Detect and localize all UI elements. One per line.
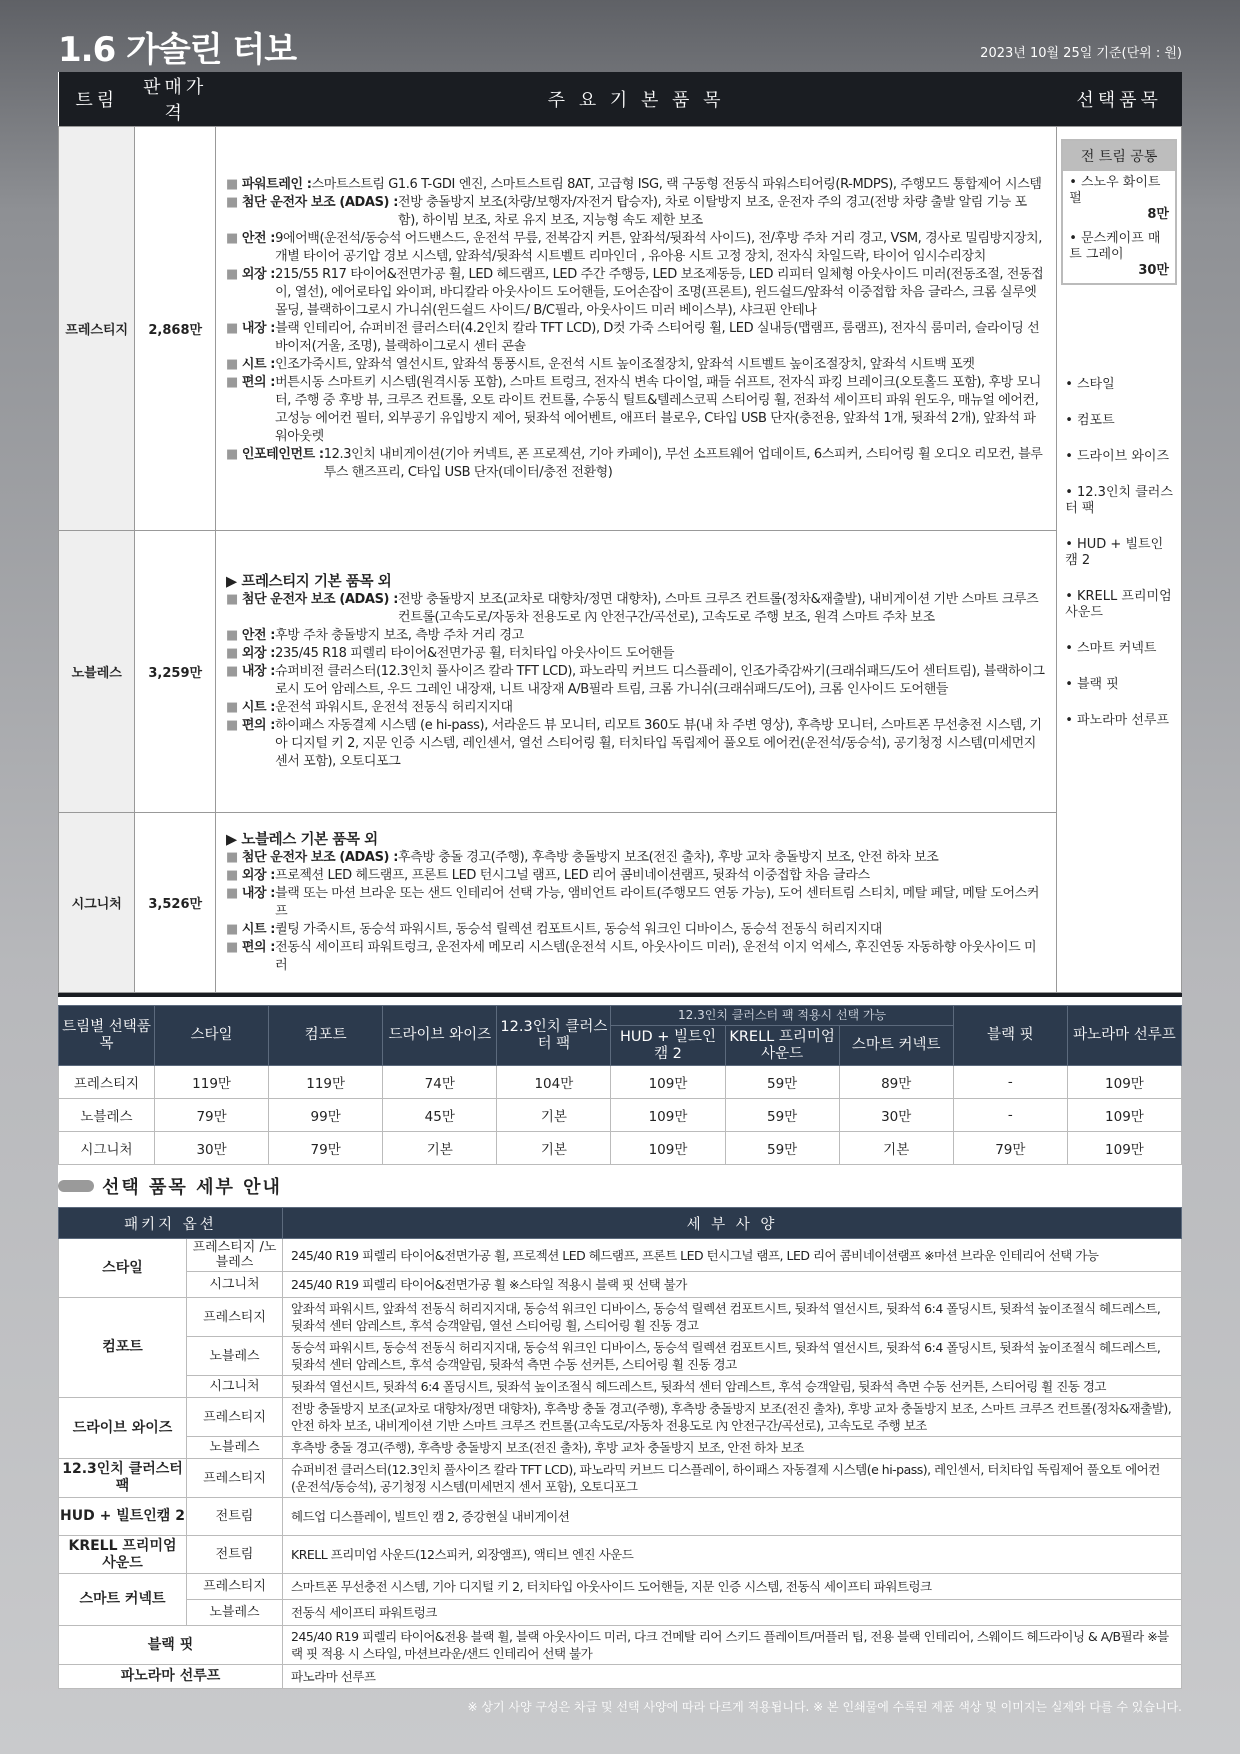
option-item: • 스마트 커넥트 bbox=[1065, 641, 1157, 656]
feature-text: 프로젝션 LED 헤드램프, 프론트 LED 턴시그널 램프, LED 리어 콤비네이션램프, 뒷좌석 이중접합 차음 글라스 bbox=[275, 867, 870, 883]
feature-label: ■ 외장 : bbox=[226, 266, 275, 320]
option-list bbox=[1061, 377, 1177, 729]
feature-label: ■ 시트 : bbox=[226, 699, 275, 717]
price-col: 스마트 커넥트 bbox=[839, 1026, 953, 1066]
price-cell: 109만 bbox=[611, 1099, 725, 1132]
package-desc: KRELL 프리미엄 사운드(12스피커, 외장앰프), 액티브 엔진 사운드 bbox=[283, 1536, 1182, 1574]
color-name: • 스노우 화이트 펄 bbox=[1069, 175, 1161, 206]
price-cell: 89만 bbox=[839, 1066, 953, 1099]
option-item: • 컴포트 bbox=[1065, 413, 1115, 428]
package-desc: 245/40 R19 피렐리 타이어&전면가공 휠, 프로젝션 LED 헤드램프, 프론트 LED 턴시그널 램프, LED 리어 콤비네이션램프 ※마션 브라운 인테리어 선택 가능 bbox=[283, 1239, 1182, 1272]
package-name: 스타일 bbox=[59, 1239, 187, 1298]
feature-text: 하이패스 자동결제 시스템 (e hi-pass), 서라운드 뷰 모니터, 리모트 360도 뷰(내 차 주변 영상), 후측방 모니터, 스마트폰 무선충전 시스템, 기아 디지털 키 2, 지문 인증 시스템, 레인센서, 열선 스티어링 휠, 터치타입 독립제어 풀오토 에어컨(운전석/동승석), 공기청정 시스템(미세먼지 센서 포함), 오토디포그 bbox=[275, 717, 1042, 769]
table-row bbox=[59, 1099, 1182, 1132]
price-cell: 74만 bbox=[383, 1066, 497, 1099]
table-row bbox=[59, 1600, 1182, 1626]
feature-text: 235/45 R18 피렐리 타이어&전면가공 휠, 터치타입 아웃사이드 도어핸들 bbox=[275, 645, 675, 661]
package-trim: 시그니처 bbox=[187, 1272, 283, 1298]
feature-text: 12.3인치 내비게이션(기아 커넥트, 폰 프로젝션, 기아 카페이), 무선 소프트웨어 업데이트, 6스피커, 스티어링 휠 오디오 리모컨, 블루투스 핸즈프리, C타입 USB 단자(데이터/충전 전환형) bbox=[323, 446, 1043, 480]
feature-row bbox=[226, 374, 1046, 446]
table-row bbox=[59, 1272, 1182, 1298]
feature-label: ■ 시트 : bbox=[226, 356, 275, 374]
price-col: 스타일 bbox=[155, 1006, 269, 1066]
detail-section-title bbox=[58, 1165, 1182, 1207]
feature-label: ■ 편의 : bbox=[226, 717, 275, 771]
package-desc: 245/40 R19 피렐리 타이어&전면가공 휠 ※스타일 적용시 블랙 핏 선택 불가 bbox=[283, 1272, 1182, 1298]
package-trim: 시그니처 bbox=[187, 1376, 283, 1398]
price-cell: 45만 bbox=[383, 1099, 497, 1132]
feature-label: ■ 외장 : bbox=[226, 645, 275, 663]
price-cell: 기본 bbox=[383, 1132, 497, 1165]
package-name: 블랙 핏 bbox=[59, 1626, 283, 1665]
option-item: • HUD + 빌트인 캠 2 bbox=[1065, 537, 1164, 568]
price-cell: 기본 bbox=[497, 1132, 611, 1165]
feature-label: ■ 인포테인먼트 : bbox=[226, 446, 324, 482]
feature-text: 운전석 파워시트, 운전석 전동식 허리지지대 bbox=[275, 699, 513, 715]
package-desc: 뒷좌석 열선시트, 뒷좌석 6:4 폴딩시트, 뒷좌석 높이조절식 헤드레스트, 뒷좌석 센터 암레스트, 후석 승객알림, 뒷좌석 측면 수동 선커튼, 스티어링 휠 진동 경고 bbox=[283, 1376, 1182, 1398]
package-trim: 노블레스 bbox=[187, 1337, 283, 1376]
trim-features bbox=[215, 531, 1056, 813]
price-col: 블랙 핏 bbox=[953, 1006, 1067, 1066]
table-row bbox=[59, 1437, 1182, 1459]
trim-table bbox=[58, 72, 1182, 993]
feature-text: 블랙 인테리어, 슈퍼비전 클러스터(4.2인치 칼라 TFT LCD), D컷 가죽 스티어링 휠, LED 실내등(맵램프, 룸램프), 전자식 룸미러, 슬라이딩 선바이저(거울, 조명), 블랙하이그로시 센터 콘솔 bbox=[275, 320, 1040, 354]
package-name: 드라이브 와이즈 bbox=[59, 1398, 187, 1459]
feature-row bbox=[226, 849, 1046, 867]
feature-text: 퀼팅 가죽시트, 동승석 파워시트, 동승석 릴렉션 컴포트시트, 동승석 워크인 디바이스, 동승석 전동식 허리지지대 bbox=[275, 921, 882, 937]
package-desc: 헤드업 디스플레이, 빌트인 캠 2, 증강현실 내비게이션 bbox=[283, 1498, 1182, 1536]
feature-text: 스마트스트림 G1.6 T-GDI 엔진, 스마트스트림 8AT, 고급형 ISG, 랙 구동형 전동식 파워스티어링(R-MDPS), 주행모드 통합제어 시스템 bbox=[311, 176, 1042, 192]
col-options: 선택품목 bbox=[1057, 72, 1182, 127]
package-desc: 슈퍼비전 클러스터(12.3인치 풀사이즈 칼라 TFT LCD), 파노라믹 커브드 디스플레이, 하이패스 자동결제 시스템(e hi-pass), 레인센서, 터치타입 독립제어 풀오토 에어컨(운전석/동승석), 공기청정 시스템(미세먼지 센서 포함), 오토디포그 bbox=[283, 1459, 1182, 1498]
price-cell: 109만 bbox=[1067, 1099, 1181, 1132]
feature-row bbox=[226, 645, 1046, 663]
price-cell: 기본 bbox=[497, 1099, 611, 1132]
package-desc: 파노라마 선루프 bbox=[283, 1665, 1182, 1689]
price-cell: 기본 bbox=[839, 1132, 953, 1165]
feature-row bbox=[226, 266, 1046, 320]
price-cell: 79만 bbox=[953, 1132, 1067, 1165]
package-name: 스마트 커넥트 bbox=[59, 1574, 187, 1626]
color-price: 8만 bbox=[1147, 207, 1169, 222]
package-desc: 전방 충돌방지 보조(교차로 대향차/정면 대향차), 후측방 충돌 경고(주행), 후측방 충돌방지 보조(전진 출차), 후방 교차 충돌방지 보조, 스마트 크루즈 컨트롤(정차&재출발), 안전 하차 보조, 내비게이션 기반 스마트 크루즈 컨트롤(고속도로/자동차 전용도로 內 안전구간/곡선로), 고속도로 주행 보조 bbox=[283, 1398, 1182, 1437]
price-row-trim: 시그니처 bbox=[59, 1132, 155, 1165]
package-trim: 프레스티지 bbox=[187, 1298, 283, 1337]
table-row bbox=[59, 1574, 1182, 1600]
price-date: 2023년 10월 25일 기준(단위 : 원) bbox=[980, 46, 1182, 61]
table-row bbox=[59, 1498, 1182, 1536]
trim-features bbox=[215, 127, 1056, 531]
feature-text: 슈퍼비전 클러스터(12.3인치 풀사이즈 칼라 TFT LCD), 파노라믹 커브드 디스플레이, 인조가죽감싸기(크래쉬패드/도어 센터트림), 블랙하이그로시 도어 암레스트, 우드 그레인 내장재, 니트 내장재 A/B필라 트림, 크롬 가니쉬(크래쉬패드/도어), 크롬 인사이드 도어핸들 bbox=[275, 663, 1045, 697]
option-item: • 블랙 핏 bbox=[1065, 677, 1119, 692]
feature-label: ■ 파워트레인 : bbox=[226, 176, 312, 194]
package-name: 12.3인치 클러스터 팩 bbox=[59, 1459, 187, 1498]
group-header: 12.3인치 클러스터 팩 적용시 선택 가능 bbox=[611, 1006, 953, 1026]
price-cell: - bbox=[953, 1066, 1067, 1099]
price-cell: 30만 bbox=[155, 1132, 269, 1165]
feature-row bbox=[226, 717, 1046, 771]
price-cell: 59만 bbox=[725, 1099, 839, 1132]
feature-text: 후측방 충돌 경고(주행), 후측방 충돌방지 보조(전진 출차), 후방 교차 충돌방지 보조, 안전 하차 보조 bbox=[398, 849, 939, 865]
price-cell: 30만 bbox=[839, 1099, 953, 1132]
trim-price: 2,868만 bbox=[135, 127, 216, 531]
feature-row bbox=[226, 699, 1046, 717]
feature-label: ■ 내장 : bbox=[226, 663, 275, 699]
features-head: ▶ 노블레스 기본 품목 외 bbox=[225, 831, 378, 848]
price-cell: 59만 bbox=[725, 1132, 839, 1165]
package-desc: 동승석 파워시트, 동승석 전동식 허리지지대, 동승석 워크인 디바이스, 동승석 릴렉션 컴포트시트, 뒷좌석 열선시트, 뒷좌석 6:4 폴딩시트, 뒷좌석 높이조절식 헤드레스트, 뒷좌석 센터 암레스트, 후석 승객알림, 뒷좌석 측면 수동 선커튼, 스티어링 휠 진동 경고 bbox=[283, 1337, 1182, 1376]
feature-label: ■ 편의 : bbox=[226, 374, 275, 446]
color-option bbox=[1063, 227, 1175, 283]
package-name: 파노라마 선루프 bbox=[59, 1665, 283, 1689]
price-col: HUD + 빌트인 캠 2 bbox=[611, 1026, 725, 1066]
price-cell: 79만 bbox=[269, 1132, 383, 1165]
price-cell: 109만 bbox=[611, 1066, 725, 1099]
price-col: 드라이브 와이즈 bbox=[383, 1006, 497, 1066]
feature-label: ■ 내장 : bbox=[226, 320, 275, 356]
divider bbox=[58, 993, 1182, 997]
price-col: 컴포트 bbox=[269, 1006, 383, 1066]
feature-row bbox=[226, 194, 1046, 230]
table-row bbox=[59, 1665, 1182, 1689]
feature-text: 블랙 또는 마션 브라운 또는 샌드 인테리어 선택 가능, 앰비언트 라이트(주행모드 연동 가능), 도어 센터트림 스티치, 메탈 페달, 메탈 도어스커프 bbox=[275, 885, 1039, 919]
price-cell: - bbox=[953, 1099, 1067, 1132]
table-row bbox=[59, 1626, 1182, 1665]
option-item: • KRELL 프리미엄 사운드 bbox=[1065, 589, 1172, 620]
table-row bbox=[59, 1132, 1182, 1165]
table-row bbox=[59, 1398, 1182, 1437]
package-trim: 프레스티지 bbox=[187, 1574, 283, 1600]
option-item: • 드라이브 와이즈 bbox=[1065, 449, 1170, 464]
feature-label: ■ 안전 : bbox=[226, 230, 275, 266]
feature-row bbox=[226, 230, 1046, 266]
feature-label: ■ 외장 : bbox=[226, 867, 275, 885]
package-desc: 245/40 R19 피렐리 타이어&전용 블랙 휠, 블랙 아웃사이드 미러, 다크 건메탈 리어 스키드 플레이트/머플러 팁, 전용 블랙 인테리어, 스웨이드 헤드라이닝 & A/B필라 ※블랙 핏 적용 시 스타일, 마션브라운/샌드 인테리어 선택 불가 bbox=[283, 1626, 1182, 1665]
price-cell: 109만 bbox=[611, 1132, 725, 1165]
feature-row bbox=[226, 591, 1046, 627]
feature-label: ■ 편의 : bbox=[226, 939, 275, 975]
feature-text: 인조가죽시트, 앞좌석 열선시트, 앞좌석 통풍시트, 운전석 시트 높이조절장치, 앞좌석 시트벨트 높이조절장치, 앞좌석 시트백 포켓 bbox=[275, 356, 975, 372]
feature-row bbox=[226, 663, 1046, 699]
table-row bbox=[59, 1298, 1182, 1337]
col-features: 주 요 기 본 품 목 bbox=[215, 72, 1056, 127]
price-cell: 99만 bbox=[269, 1099, 383, 1132]
feature-row bbox=[226, 446, 1046, 482]
price-cell: 59만 bbox=[725, 1066, 839, 1099]
table-row bbox=[59, 1337, 1182, 1376]
package-trim: 전트림 bbox=[187, 1536, 283, 1574]
feature-label: ■ 첨단 운전자 보조 (ADAS) : bbox=[226, 591, 398, 627]
common-title: 전 트림 공통 bbox=[1063, 141, 1175, 171]
trim-name: 노블레스 bbox=[59, 531, 135, 813]
col-trim: 트림 bbox=[59, 72, 135, 127]
option-item: • 파노라마 선루프 bbox=[1065, 713, 1170, 728]
price-cell: 79만 bbox=[155, 1099, 269, 1132]
feature-text: 전방 충돌방지 보조(교차로 대향차/정면 대향차), 스마트 크루즈 컨트롤(정차&재출발), 내비게이션 기반 스마트 크루즈 컨트롤(고속도로/자동차 전용도로 內 안전구간/곡선로), 고속도로 주행 보조, 원격 스마트 주차 보조 bbox=[398, 591, 1039, 625]
package-name: HUD + 빌트인캠 2 bbox=[59, 1498, 187, 1536]
option-item: • 스타일 bbox=[1065, 377, 1115, 392]
feature-text: 전방 충돌방지 보조(차량/보행자/자전거 탑승자), 차로 이탈방지 보조, 운전자 주의 경고(전방 차량 출발 알림 기능 포함), 하이빔 보조, 차로 유지 보조, 지능형 속도 제한 보조 bbox=[398, 194, 1027, 228]
package-desc: 앞좌석 파워시트, 앞좌석 전동식 허리지지대, 동승석 워크인 디바이스, 동승석 릴렉션 컴포트시트, 뒷좌석 열선시트, 뒷좌석 6:4 폴딩시트, 뒷좌석 높이조절식 헤드레스트, 뒷좌석 센터 암레스트, 후석 승객알림, 열선 스티어링 휠, 스티어링 휠 진동 경고 bbox=[283, 1298, 1182, 1337]
price-row-trim: 노블레스 bbox=[59, 1099, 155, 1132]
table-row bbox=[59, 1239, 1182, 1272]
feature-row bbox=[226, 627, 1046, 645]
footnote: ※ 상기 사양 구성은 차급 및 선택 사양에 따라 다르게 적용됩니다. ※ 본 인쇄물에 수록된 제품 색상 및 이미지는 실제와 다를 수 있습니다. bbox=[467, 1700, 1182, 1714]
feature-row bbox=[226, 176, 1046, 194]
page-title: 1.6 가솔린 터보 bbox=[58, 30, 297, 70]
package-name: KRELL 프리미엄 사운드 bbox=[59, 1536, 187, 1574]
feature-text: 전동식 세이프티 파워트렁크, 운전자세 메모리 시스템(운전석 시트, 아웃사이드 미러), 운전석 이지 억세스, 후진연동 자동하향 아웃사이드 미러 bbox=[275, 939, 1037, 973]
feature-label: ■ 첨단 운전자 보조 (ADAS) : bbox=[226, 849, 398, 867]
color-price: 30만 bbox=[1138, 263, 1169, 278]
price-cell: 109만 bbox=[1067, 1066, 1181, 1099]
trim-price: 3,526만 bbox=[135, 813, 216, 993]
price-col: KRELL 프리미엄 사운드 bbox=[725, 1026, 839, 1066]
feature-text: 9에어백(운전석/동승석 어드밴스드, 운전석 무릎, 전복감지 커튼, 앞좌석/뒷좌석 사이드), 전/후방 주차 거리 경고, VSM, 경사로 밀림방지장치, 개별 타이어 공기압 경보 시스템, 앞좌석/뒷좌석 시트벨트 리마인더 , 유아용 시트 고정 장치, 전자식 차일드락, 타이어 임시수리장치 bbox=[275, 230, 1043, 264]
price-cell: 119만 bbox=[155, 1066, 269, 1099]
table-row bbox=[59, 1376, 1182, 1398]
package-desc: 스마트폰 무선충전 시스템, 기아 디지털 키 2, 터치타입 아웃사이드 도어핸들, 지문 인증 시스템, 전동식 세이프티 파워트렁크 bbox=[283, 1574, 1182, 1600]
feature-text: 버튼시동 스마트키 시스템(원격시동 포함), 스마트 트렁크, 전자식 변속 다이얼, 패들 쉬프트, 전자식 파킹 브레이크(오토홀드 포함), 후방 모니터, 주행 중 후방 뷰, 크루즈 컨트롤, 오토 라이트 컨트롤, 수동식 틸트&텔레스코픽 스티어링 휠, 전좌석 세이프티 파워 윈도우, 매뉴얼 에어컨, 고성능 에어컨 필터, 외부공기 유입방지 제어, 뒷좌석 에어벤트, 애프터 블로우, C타입 USB 단자(충전용, 앞좌석 1개, 뒷좌석 2개), 앞좌석 파워아웃렛 bbox=[275, 374, 1041, 444]
trim-features bbox=[215, 813, 1056, 993]
feature-label: ■ 첨단 운전자 보조 (ADAS) : bbox=[226, 194, 398, 230]
feature-row bbox=[226, 867, 1046, 885]
price-cell: 119만 bbox=[269, 1066, 383, 1099]
feature-label: ■ 내장 : bbox=[226, 885, 275, 921]
price-cell: 104만 bbox=[497, 1066, 611, 1099]
color-name: • 문스케이프 매트 그레이 bbox=[1069, 231, 1161, 262]
col-detail: 세 부 사 양 bbox=[283, 1208, 1182, 1239]
trim-name: 시그니처 bbox=[59, 813, 135, 993]
package-trim: 전트림 bbox=[187, 1498, 283, 1536]
package-trim: 노블레스 bbox=[187, 1600, 283, 1626]
package-trim: 프레스티지 /노블레스 bbox=[187, 1239, 283, 1272]
color-option bbox=[1063, 171, 1175, 227]
package-desc: 전동식 세이프티 파워트렁크 bbox=[283, 1600, 1182, 1626]
options-column bbox=[1057, 127, 1182, 993]
feature-row bbox=[226, 939, 1046, 975]
package-name: 컴포트 bbox=[59, 1298, 187, 1398]
option-price-table bbox=[58, 1005, 1182, 1165]
table-row bbox=[59, 1066, 1182, 1099]
price-col: 12.3인치 클러스터 팩 bbox=[497, 1006, 611, 1066]
feature-row bbox=[226, 921, 1046, 939]
option-detail-table bbox=[58, 1207, 1182, 1689]
common-options-box bbox=[1061, 139, 1177, 285]
package-trim: 프레스티지 bbox=[187, 1398, 283, 1437]
col-package: 패키지 옵션 bbox=[59, 1208, 283, 1239]
table-row bbox=[59, 1459, 1182, 1498]
feature-label: ■ 시트 : bbox=[226, 921, 275, 939]
price-cell: 109만 bbox=[1067, 1132, 1181, 1165]
spec-sheet bbox=[58, 72, 1182, 1689]
trim-name: 프레스티지 bbox=[59, 127, 135, 531]
feature-row bbox=[226, 885, 1046, 921]
corner-header: 트림별 선택품목 bbox=[59, 1006, 155, 1066]
feature-text: 215/55 R17 타이어&전면가공 휠, LED 헤드램프, LED 주간 주행등, LED 보조제동등, LED 리피터 일체형 아웃사이드 미러(전동조절, 전동접이, 열선), 에어로타입 와이퍼, 바디칼라 아웃사이드 도어핸들, 도어손잡이 조명(프론트), 윈드쉴드/앞좌석 이중접합 차음 글라스, 크롬 실루엣 몰딩, 블랙하이그로시 가니쉬(윈드쉴드 사이드/ B/C필라, 아웃사이드 미러 베이스부), 샤크핀 안테나 bbox=[275, 266, 1044, 318]
features-head: ▶ 프레스티지 기본 품목 외 bbox=[225, 573, 392, 590]
col-price: 판매가격 bbox=[135, 72, 216, 127]
trim-price: 3,259만 bbox=[135, 531, 216, 813]
option-item: • 12.3인치 클러스터 팩 bbox=[1065, 485, 1173, 516]
feature-label: ■ 안전 : bbox=[226, 627, 275, 645]
detail-title: 선택 품목 세부 안내 bbox=[102, 1177, 282, 1198]
package-trim: 노블레스 bbox=[187, 1437, 283, 1459]
feature-row bbox=[226, 320, 1046, 356]
feature-text: 후방 주차 충돌방지 보조, 측방 주차 거리 경고 bbox=[275, 627, 524, 643]
table-row bbox=[59, 1536, 1182, 1574]
section-pill-icon bbox=[58, 1180, 94, 1192]
price-col: 파노라마 선루프 bbox=[1067, 1006, 1181, 1066]
package-desc: 후측방 충돌 경고(주행), 후측방 충돌방지 보조(전진 출차), 후방 교차 충돌방지 보조, 안전 하차 보조 bbox=[283, 1437, 1182, 1459]
price-row-trim: 프레스티지 bbox=[59, 1066, 155, 1099]
package-trim: 프레스티지 bbox=[187, 1459, 283, 1498]
feature-row bbox=[226, 356, 1046, 374]
